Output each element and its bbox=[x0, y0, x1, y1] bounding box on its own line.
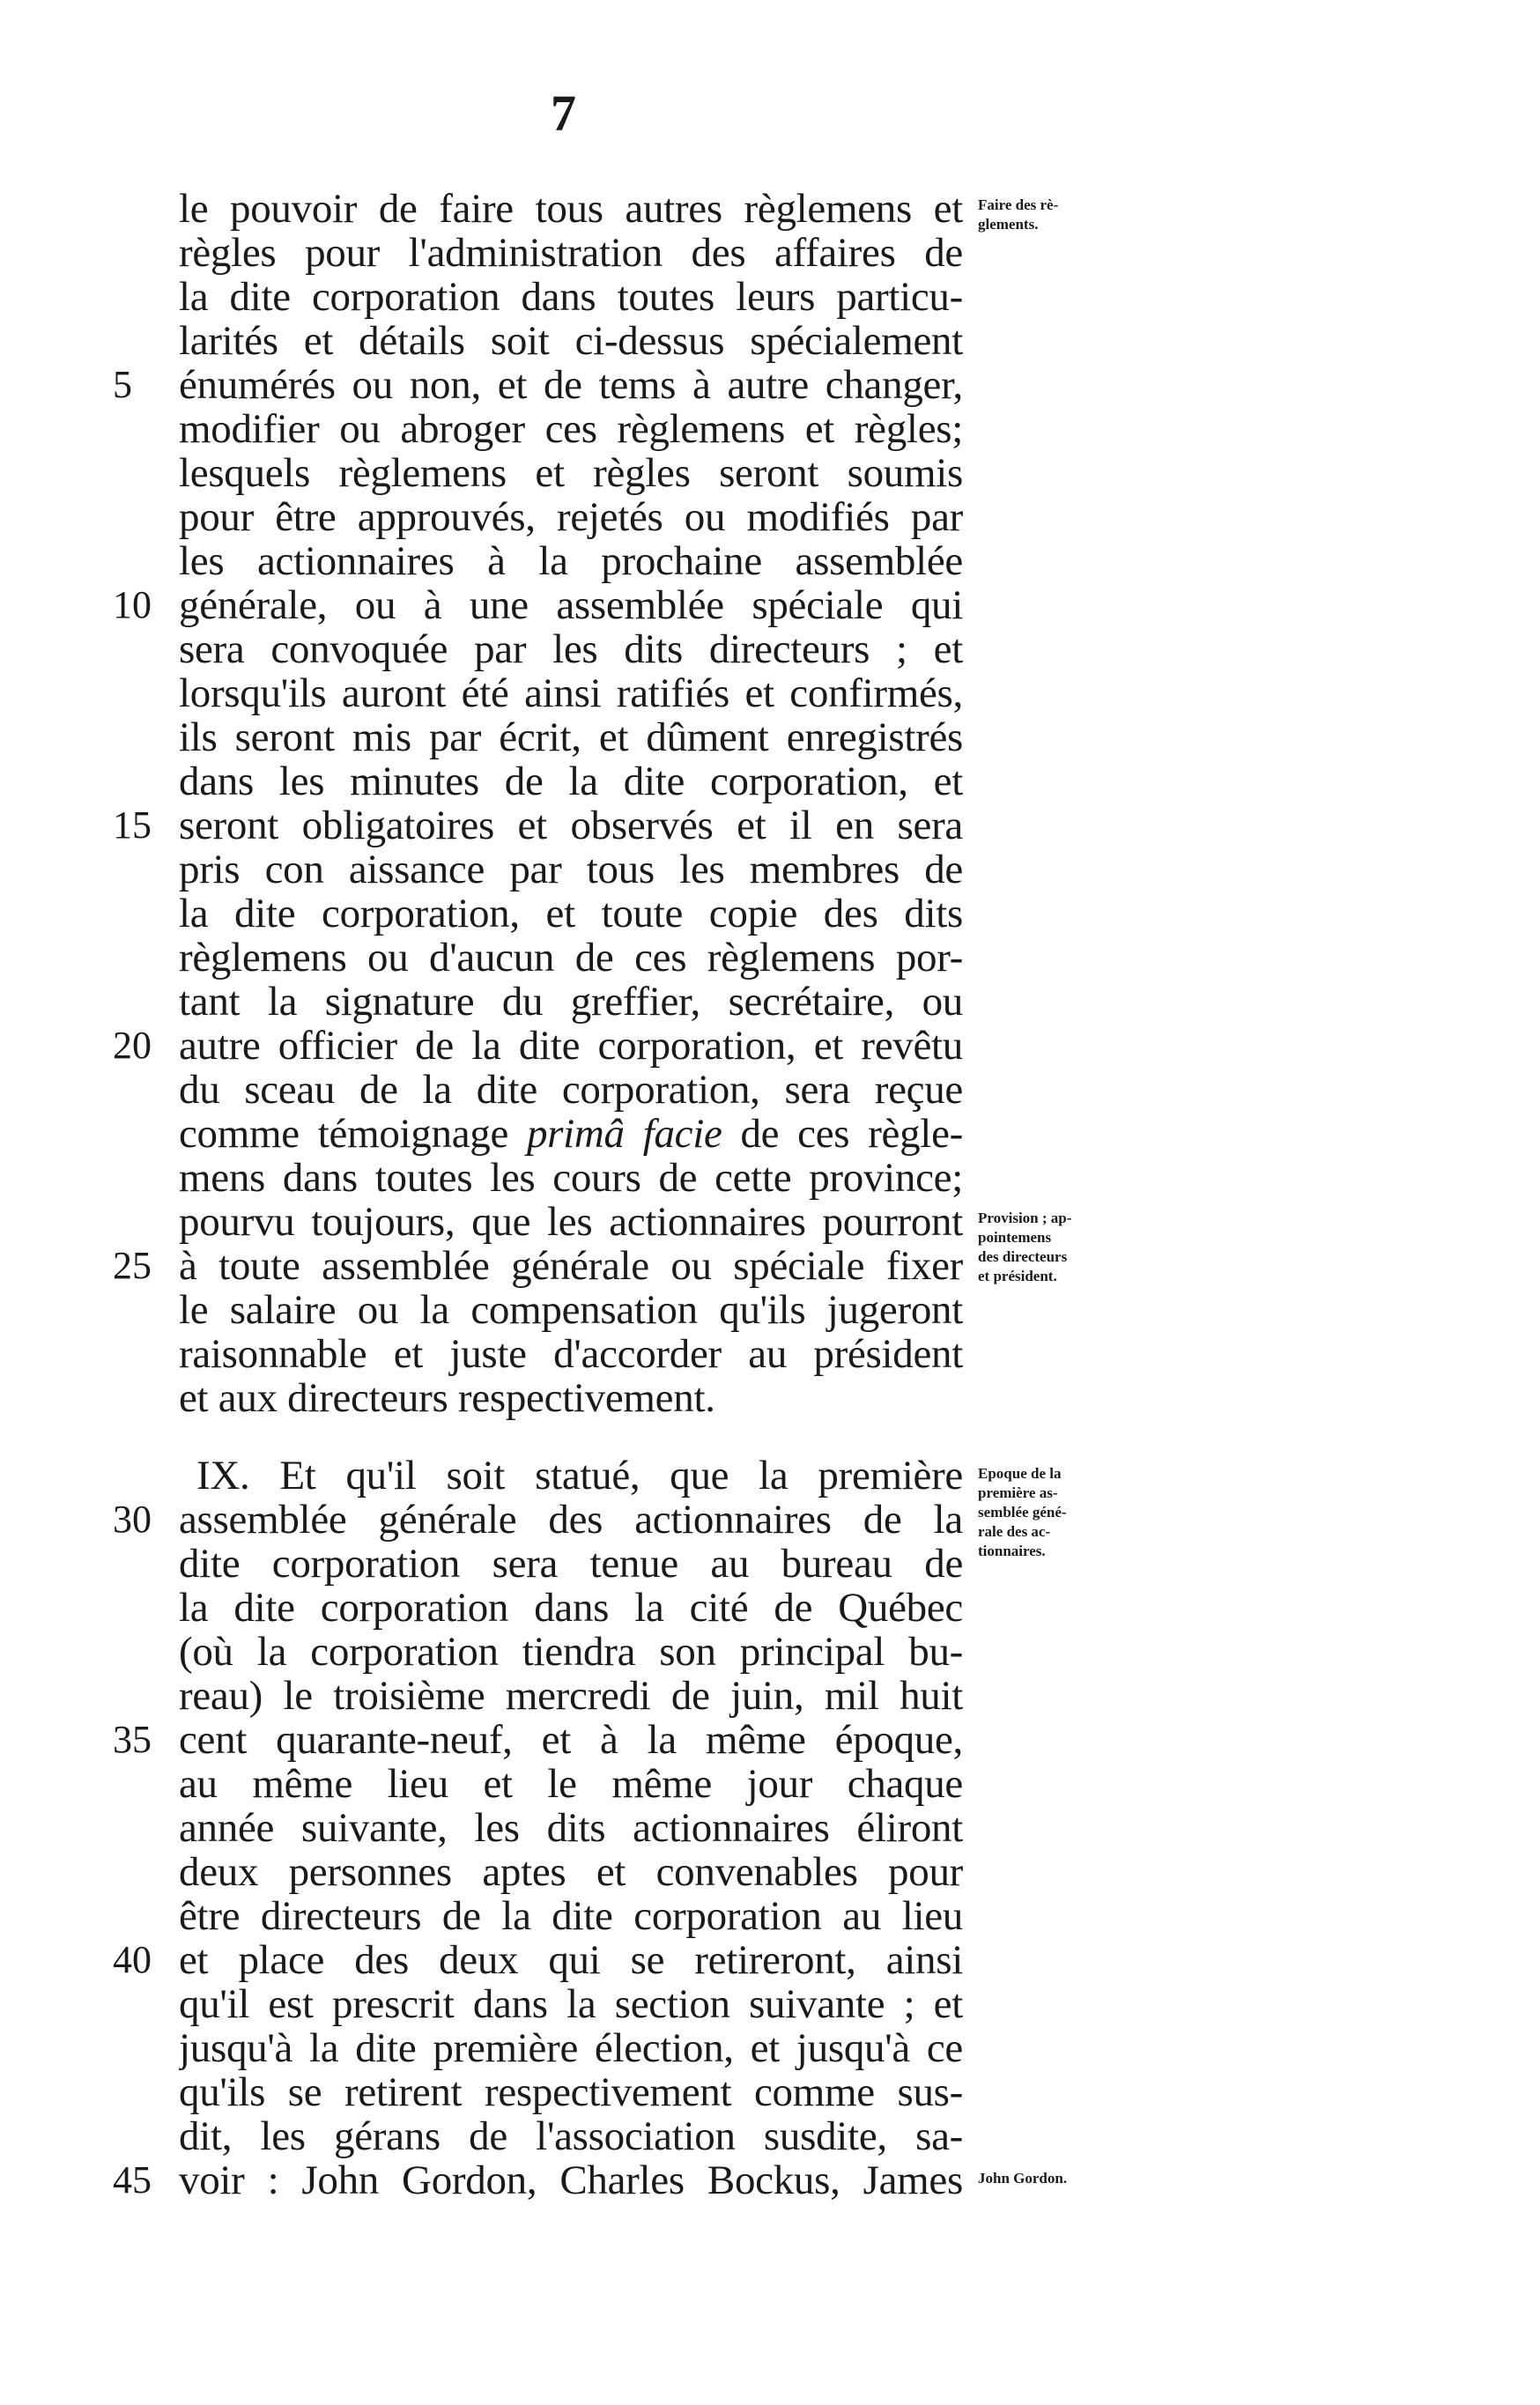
text-line: voir : John Gordon, Charles Bockus, James bbox=[179, 2158, 963, 2202]
line-number: 5 bbox=[113, 363, 132, 406]
margin-note-line: des directeurs bbox=[978, 1248, 1068, 1265]
text-line: mens dans toutes les cours de cette province; bbox=[179, 1156, 963, 1200]
text-line: (où la corporation tiendra son principal bu- bbox=[179, 1630, 963, 1674]
text-line: autre officier de la dite corporation, et revêtu bbox=[179, 1024, 963, 1068]
line-number: 25 bbox=[113, 1244, 152, 1287]
section-heading-line: IX. Et qu'il soit statué, que la première bbox=[196, 1454, 963, 1498]
text-line: ils seront mis par écrit, et dûment enregistrés bbox=[179, 715, 963, 759]
margin-note-line: John Gordon. bbox=[978, 2170, 1068, 2187]
text-line: année suivante, les dits actionnaires éliront bbox=[179, 1806, 963, 1850]
text-segment: comme témoignage bbox=[179, 1112, 527, 1156]
margin-note-line: Faire des rè- bbox=[978, 196, 1059, 213]
page-number: 7 bbox=[551, 85, 576, 142]
margin-note-line: première as- bbox=[978, 1484, 1058, 1501]
line-number: 45 bbox=[113, 2158, 152, 2202]
text-line: qu'il est prescrit dans la section suivante ; et bbox=[179, 1982, 963, 2026]
text-line: règlemens ou d'aucun de ces règlemens por- bbox=[179, 936, 963, 980]
margin-note-line: pointemens bbox=[978, 1229, 1052, 1246]
margin-note bbox=[978, 196, 1176, 234]
text-line: et place des deux qui se retireront, ainsi bbox=[179, 1938, 963, 1982]
text-line-italic-phrase bbox=[179, 1112, 963, 1156]
margin-note-line: et président. bbox=[978, 1268, 1057, 1284]
margin-note-line: semblée géné- bbox=[978, 1504, 1067, 1521]
text-line: seront obligatoires et observés et il en sera bbox=[179, 803, 963, 847]
text-line: et aux directeurs respectivement. bbox=[179, 1376, 715, 1420]
text-line: reau) le troisième mercredi de juin, mil huit bbox=[179, 1674, 963, 1718]
text-line: à toute assemblée générale ou spéciale fixer bbox=[179, 1244, 963, 1288]
text-line: la dite corporation dans toutes leurs particu- bbox=[179, 275, 963, 319]
text-line: jusqu'à la dite première élection, et jusqu'à ce bbox=[179, 2026, 963, 2070]
text-line: dit, les gérans de l'association susdite, sa- bbox=[179, 2114, 963, 2158]
margin-note bbox=[978, 2169, 1176, 2188]
text-line: dite corporation sera tenue au bureau de bbox=[179, 1542, 963, 1586]
text-segment: de ces règle- bbox=[722, 1112, 963, 1156]
margin-note-line: glements. bbox=[978, 216, 1039, 233]
text-line: générale, ou à une assemblée spéciale qui bbox=[179, 583, 963, 627]
text-line: pourvu toujours, que les actionnaires pourront bbox=[179, 1200, 963, 1244]
text-line: sera convoquée par les dits directeurs ; et bbox=[179, 627, 963, 671]
italic-phrase: primâ facie bbox=[526, 1112, 722, 1156]
text-line: le salaire ou la compensation qu'ils jugeront bbox=[179, 1288, 963, 1332]
text-line: cent quarante-neuf, et à la même époque, bbox=[179, 1718, 963, 1762]
text-line: énumérés ou non, et de tems à autre changer, bbox=[179, 363, 963, 407]
text-line: tant la signature du greffier, secrétaire, ou bbox=[179, 980, 963, 1024]
text-line: raisonnable et juste d'accorder au président bbox=[179, 1332, 963, 1376]
text-line: la dite corporation, et toute copie des dits bbox=[179, 892, 963, 936]
text-line: au même lieu et le même jour chaque bbox=[179, 1762, 963, 1806]
text-line: qu'ils se retirent respectivement comme sus- bbox=[179, 2070, 963, 2114]
margin-note bbox=[978, 1464, 1176, 1561]
text-line: le pouvoir de faire tous autres règlemens et bbox=[179, 187, 963, 231]
margin-note-line: tionnaires. bbox=[978, 1543, 1046, 1559]
line-number: 20 bbox=[113, 1024, 152, 1067]
line-number: 40 bbox=[113, 1938, 152, 1981]
text-line: règles pour l'administration des affaires de bbox=[179, 231, 963, 275]
margin-note bbox=[978, 1209, 1176, 1286]
line-number: 35 bbox=[113, 1718, 152, 1761]
margin-note-line: Provision ; ap- bbox=[978, 1210, 1072, 1226]
text-line: lesquels règlemens et règles seront soumis bbox=[179, 451, 963, 495]
text-line: pour être approuvés, rejetés ou modifiés par bbox=[179, 495, 963, 539]
text-line: pris con aissance par tous les membres de bbox=[179, 847, 963, 892]
text-line: être directeurs de la dite corporation au lieu bbox=[179, 1894, 963, 1938]
text-line: larités et détails soit ci-dessus spécialement bbox=[179, 319, 963, 363]
line-number: 10 bbox=[113, 583, 152, 626]
text-line: les actionnaires à la prochaine assemblée bbox=[179, 539, 963, 583]
margin-note-line: Epoque de la bbox=[978, 1465, 1062, 1482]
line-number: 30 bbox=[113, 1498, 152, 1541]
text-line: deux personnes aptes et convenables pour bbox=[179, 1850, 963, 1894]
text-line: dans les minutes de la dite corporation, et bbox=[179, 759, 963, 803]
text-line: du sceau de la dite corporation, sera reçue bbox=[179, 1068, 963, 1112]
text-line: modifier ou abroger ces règlemens et règles; bbox=[179, 407, 963, 451]
text-line: assemblée générale des actionnaires de la bbox=[179, 1498, 963, 1542]
margin-note-line: rale des ac- bbox=[978, 1523, 1051, 1540]
text-line: la dite corporation dans la cité de Québec bbox=[179, 1586, 963, 1630]
text-line: lorsqu'ils auront été ainsi ratifiés et confirmés, bbox=[179, 671, 963, 715]
line-number: 15 bbox=[113, 803, 152, 847]
